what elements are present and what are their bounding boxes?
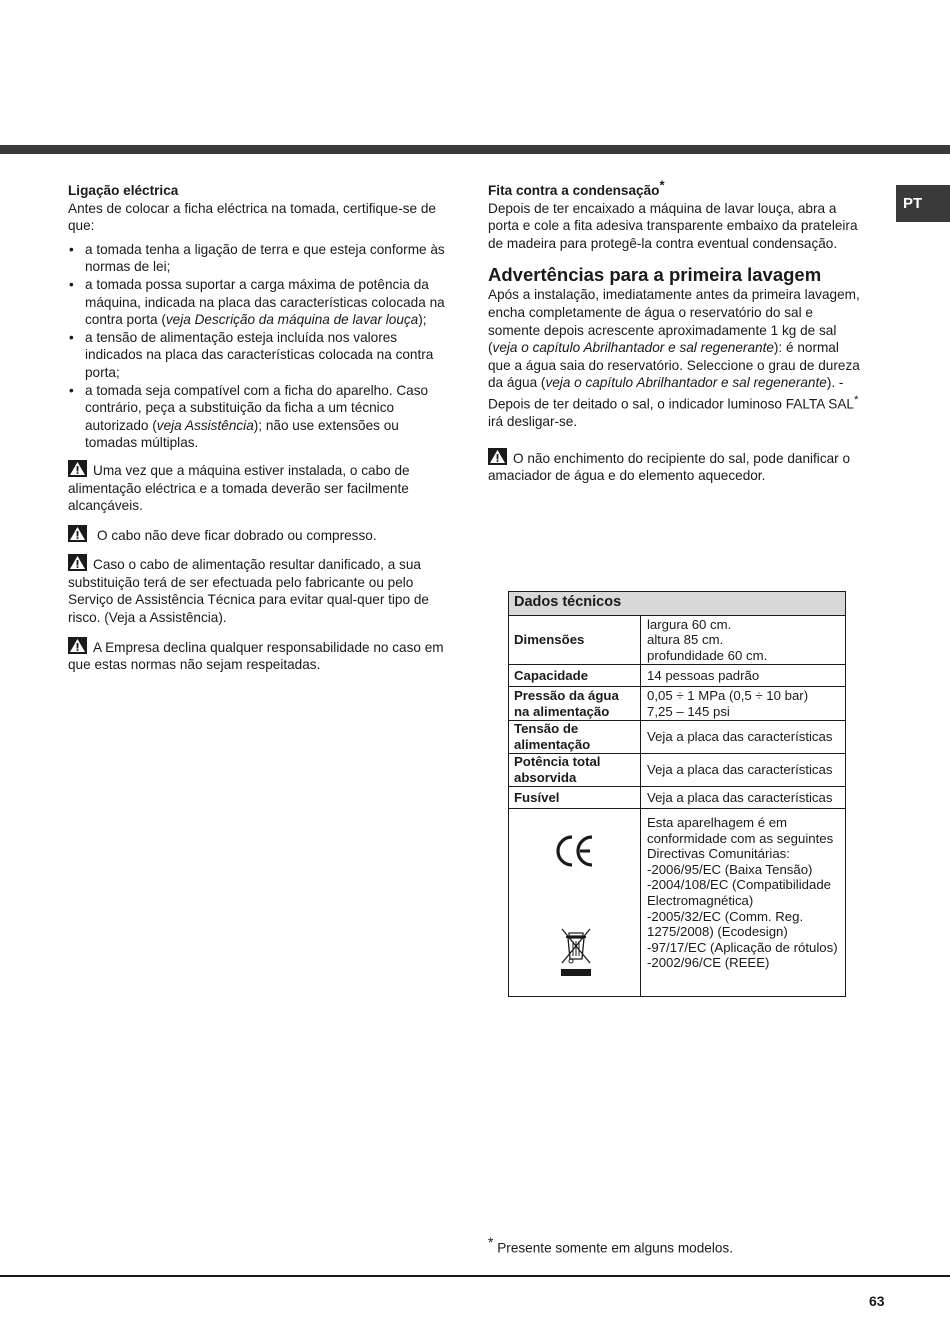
table-row xyxy=(509,721,845,754)
list-item: • a tomada seja compatível com a ficha do aparelho. Caso contrário, peça a substituição da ficha a um técnico autorizado (veja Assistência); não use extensões ou tomadas múltiplas. xyxy=(68,382,446,452)
footer-rule xyxy=(0,1275,950,1277)
salt-warning: O não enchimento do recipiente do sal, pode danificar o amaciador de água e do elemento aquecedor. xyxy=(488,448,863,485)
first-wash-text: Após a instalação, imediatamente antes da primeira lavagem, encha completamente de água o reservatório do sal e somente depois acrescente aproximadamente 1 kg de sal (veja o capítulo Abrilhantador e sal regenerante): é normal que a água saia do reservatório. Seleccione o grau de dureza da água (veja o capítulo Abrilhantador e sal regenerante). - Depois de ter deitado o sal, o indicador luminoso FALTA SAL* irá desligar-se. xyxy=(488,287,860,430)
technical-data-table xyxy=(508,591,846,997)
list-item: • a tensão de alimentação esteja incluída nos valores indicados na placa das características colocada na contra porta; xyxy=(68,329,446,382)
row-label: Potência total absorvida xyxy=(509,754,641,786)
row-value: Veja a placa das características xyxy=(647,789,833,805)
right-column xyxy=(488,177,863,485)
page-number: 63 xyxy=(869,1293,885,1309)
electrical-intro: Antes de colocar a ficha eléctrica na tomada, certifique-se de que: xyxy=(68,200,436,234)
warning-paragraph: O cabo não deve ficar dobrado ou compresso. xyxy=(68,525,446,545)
first-wash-heading: Advertências para a primeira lavagem xyxy=(488,264,822,286)
row-value: Veja a placa das características xyxy=(647,729,833,745)
certification-symbols xyxy=(509,809,641,996)
table-row xyxy=(509,809,845,996)
table-row xyxy=(509,754,845,787)
table-row xyxy=(509,616,845,665)
condensation-tape-text: Depois de ter encaixado a máquina de lavar louça, abra a porta e cole a fita adesiva transparente embaixo da prateleira de madeira para protegê-la contra eventual condensação. xyxy=(488,200,858,251)
table-row xyxy=(509,687,845,721)
row-label: Tensão de alimentação xyxy=(509,721,641,753)
table-row xyxy=(509,665,845,687)
row-label: Fusível xyxy=(509,787,641,808)
row-value: 14 pessoas padrão xyxy=(647,667,760,683)
warning-triangle-icon xyxy=(68,637,87,654)
row-value: Veja a placa das características xyxy=(647,762,833,778)
row-label: Capacidade xyxy=(509,665,641,686)
warning-triangle-icon xyxy=(68,460,87,477)
condensation-tape-heading: Fita contra a condensação* xyxy=(488,177,665,198)
table-title: Dados técnicos xyxy=(509,592,845,616)
warning-paragraph: Uma vez que a máquina estiver instalada, o cabo de alimentação eléctrica e a tomada deverão ser facilmente alcançáveis. xyxy=(68,460,446,515)
warning-paragraph: A Empresa declina qualquer responsabilidade no caso em que estas normas não sejam respeitadas. xyxy=(68,637,446,674)
row-label: Dimensões xyxy=(509,616,641,664)
table-row xyxy=(509,787,845,809)
row-value: 0,05 ÷ 1 MPa (0,5 ÷ 10 bar) 7,25 – 145 psi xyxy=(647,687,809,719)
warning-triangle-icon xyxy=(68,554,87,571)
electrical-checklist xyxy=(68,241,446,452)
list-item: • a tomada tenha a ligação de terra e que esteja conforme às normas de lei; xyxy=(68,241,446,276)
row-value: largura 60 cm. altura 85 cm. profundidade 60 cm. xyxy=(647,616,768,663)
warning-paragraph: Caso o cabo de alimentação resultar danificado, a sua substituição terá de ser efectuada pelo fabricante ou pelo Serviço de Assistência Técnica para evitar qual-quer tipo de risco. (Veja a Assistência). xyxy=(68,554,446,626)
warning-triangle-icon xyxy=(488,448,507,465)
list-item: • a tomada possa suportar a carga máxima de potência da máquina, indicada na placa das características colocada na contra porta (veja Descrição da máquina de lavar louça); xyxy=(68,276,446,329)
ce-mark-icon xyxy=(555,834,595,868)
directives-text: Esta aparelhagem é em conformidade com as seguintes Directivas Comunitárias: -2006/95/EC (Baixa Tensão) -2004/108/EC (Compatibilidade Electromagnética) -2005/32/EC (Comm. Reg. 1275/2008) (Ecodesign) -97/17/EC (Aplicação de rótulos) -2002/96/CE (REEE) xyxy=(647,815,838,971)
weee-crossed-bin-icon xyxy=(559,927,593,979)
footnote: * Presente somente em alguns modelos. xyxy=(488,1234,733,1256)
warning-triangle-icon xyxy=(68,525,87,542)
electrical-connection-heading: Ligação eléctrica xyxy=(68,183,179,198)
header-bar xyxy=(0,145,950,154)
language-tab: PT xyxy=(896,185,950,222)
left-column xyxy=(68,182,446,674)
row-label: Pressão da água na alimentação xyxy=(509,687,641,720)
